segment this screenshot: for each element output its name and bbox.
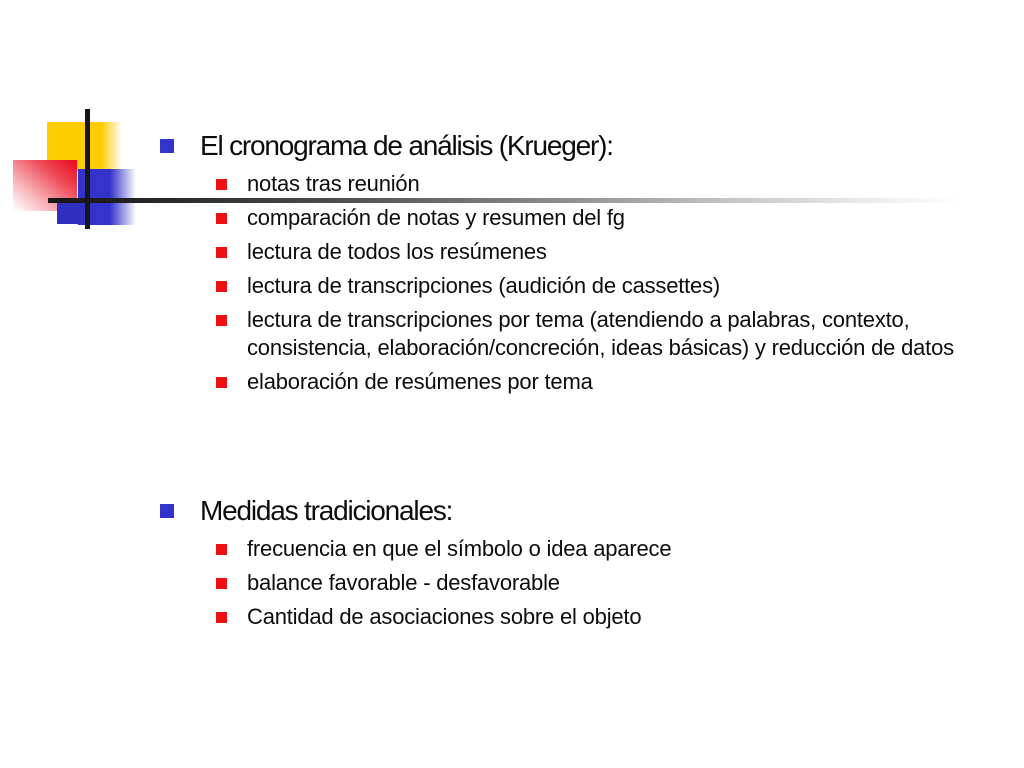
list-item-text: comparación de notas y resumen del fg <box>247 205 625 230</box>
bullet-square-red-icon <box>216 578 227 589</box>
bullet-list-section-measures <box>0 493 1014 637</box>
bullet-square-red-icon <box>216 612 227 623</box>
bullet-square-blue-icon <box>160 504 174 518</box>
bullet-square-red-icon <box>216 544 227 555</box>
list-item-level2 <box>0 204 1014 232</box>
bullet-square-red-icon <box>216 315 227 326</box>
list-item-level2 <box>0 238 1014 266</box>
bullet-square-red-icon <box>216 377 227 388</box>
bullet-square-red-icon <box>216 281 227 292</box>
list-item-text: lectura de transcripciones por tema (atendiendo a palabras, contexto, consistencia, elaboración/concreción, ideas básicas) y reducción de datos <box>247 307 954 360</box>
section-title: El cronograma de análisis (Krueger): <box>200 130 613 161</box>
bullet-list-section-analysis <box>0 128 1014 402</box>
list-item-level2 <box>0 368 1014 396</box>
list-item-text: balance favorable - desfavorable <box>247 570 560 595</box>
list-item-level2 <box>0 569 1014 597</box>
list-item-level1 <box>0 128 1014 164</box>
bullet-square-blue-icon <box>160 139 174 153</box>
list-item-level2 <box>0 306 1014 362</box>
list-item-level2 <box>0 170 1014 198</box>
list-item-level1 <box>0 493 1014 529</box>
list-item-text: lectura de transcripciones (audición de cassettes) <box>247 273 721 298</box>
list-item-text: Cantidad de asociaciones sobre el objeto <box>247 604 642 629</box>
list-item-text: lectura de todos los resúmenes <box>247 239 547 264</box>
section-title: Medidas tradicionales: <box>200 495 453 526</box>
list-item-text: elaboración de resúmenes por tema <box>247 369 593 394</box>
bullet-square-red-icon <box>216 179 227 190</box>
list-item-level2 <box>0 535 1014 563</box>
list-item-level2 <box>0 272 1014 300</box>
list-item-text: notas tras reunión <box>247 171 420 196</box>
list-item-level2 <box>0 603 1014 631</box>
bullet-square-red-icon <box>216 213 227 224</box>
bullet-square-red-icon <box>216 247 227 258</box>
list-item-text: frecuencia en que el símbolo o idea aparece <box>247 536 672 561</box>
